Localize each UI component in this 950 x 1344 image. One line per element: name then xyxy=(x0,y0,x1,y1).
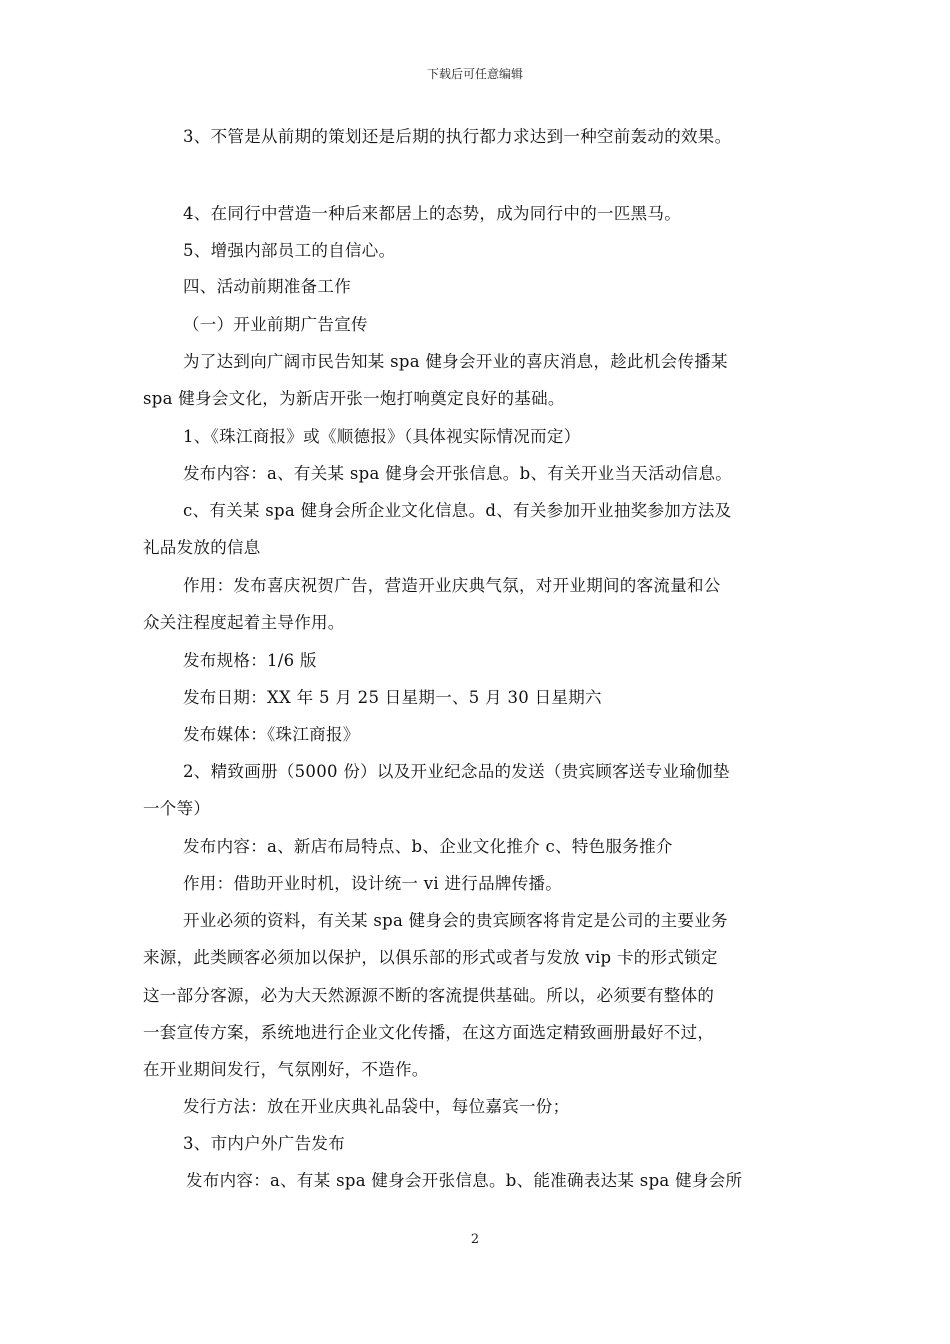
list-heading: 3、市内户外广告发布 xyxy=(183,1134,345,1153)
paragraph-line: 这一部分客源，必为大天然源源不断的客流提供基础。所以，必须要有整体的 xyxy=(143,986,715,1005)
paragraph-line: 4、在同行中营造一种后来都居上的态势，成为同行中的一匹黑马。 xyxy=(183,204,681,223)
paragraph-line: 为了达到向广阔市民告知某 spa 健身会开业的喜庆消息，趁此机会传播某 xyxy=(183,352,728,371)
paragraph-line: 发行方法：放在开业庆典礼品袋中，每位嘉宾一份； xyxy=(183,1097,570,1116)
paragraph-line: 发布日期：XX 年 5 月 25 日星期一、5 月 30 日星期六 xyxy=(183,688,602,707)
paragraph-line: 发布内容：a、有某 spa 健身会开张信息。b、能准确表达某 spa 健身会所 xyxy=(186,1171,743,1190)
paragraph-line: 在开业期间发行，气氛刚好，不造作。 xyxy=(143,1060,429,1079)
paragraph-line: 发布规格：1/6 版 xyxy=(183,651,317,670)
section-heading: 四、活动前期准备工作 xyxy=(183,277,351,296)
paragraph-line: 发布媒体：《珠江商报》 xyxy=(183,725,360,744)
paragraph-line: 发布内容：a、新店布局特点、b、企业文化推介 c、特色服务推介 xyxy=(183,837,673,856)
list-heading: 1、《珠江商报》或《顺德报》（具体视实际情况而定） xyxy=(183,427,581,446)
paragraph-line: 3、不管是从前期的策划还是后期的执行都力求达到一种空前轰动的效果。 xyxy=(183,127,732,146)
paragraph-line: 一个等） xyxy=(143,799,211,818)
paragraph-line: 5、增强内部员工的自信心。 xyxy=(183,241,396,260)
paragraph-line: 一套宣传方案，系统地进行企业文化传播，在这方面选定精致画册最好不过， xyxy=(143,1023,715,1042)
paragraph-line: 作用：借助开业时机，设计统一 vi 进行品牌传播。 xyxy=(183,874,563,893)
paragraph-line: 作用：发布喜庆祝贺广告，营造开业庆典气氛，对开业期间的客流量和公 xyxy=(183,576,721,595)
page-header: 下载后可任意编辑 xyxy=(426,67,523,81)
paragraph-line: 礼品发放的信息 xyxy=(143,538,261,557)
paragraph-line: 发布内容：a、有关某 spa 健身会开张信息。b、有关开业当天活动信息。 xyxy=(183,464,733,483)
page-number: 2 xyxy=(470,1232,480,1247)
paragraph-line: 来源，此类顾客必须加以保护，以俱乐部的形式或者与发放 vip 卡的形式锁定 xyxy=(143,948,718,967)
paragraph-line: 众关注程度起着主导作用。 xyxy=(143,613,345,632)
paragraph-line: c、有关某 spa 健身会所企业文化信息。d、有关参加开业抽奖参加方法及 xyxy=(183,501,732,520)
subsection-heading: （一）开业前期广告宣传 xyxy=(183,315,368,334)
list-heading: 2、精致画册（5000 份）以及开业纪念品的发送（贵宾顾客送专业瑜伽垫 xyxy=(183,762,730,781)
paragraph-line: 开业必须的资料，有关某 spa 健身会的贵宾顾客将肯定是公司的主要业务 xyxy=(183,911,728,930)
paragraph-line: spa 健身会文化，为新店开张一炮打响奠定良好的基础。 xyxy=(143,389,565,408)
